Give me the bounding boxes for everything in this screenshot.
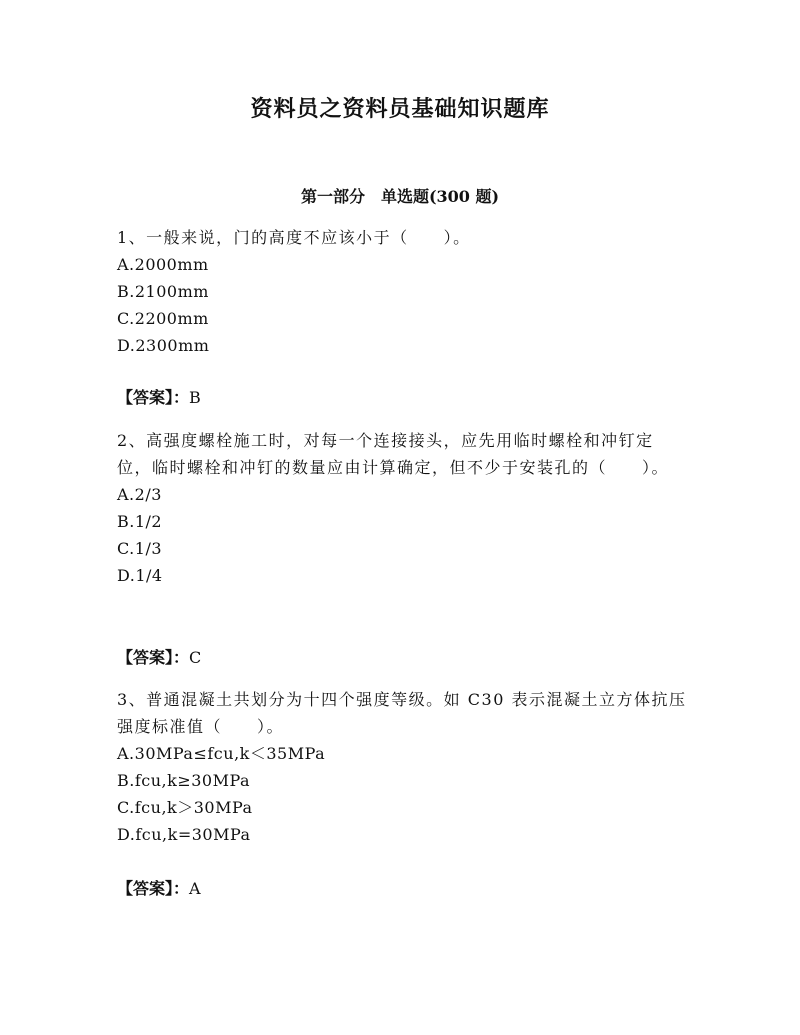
option-b: B.2100mm [117,282,209,301]
option-b: B.1/2 [117,512,163,531]
option-a: A.30MPa≤fcu,k＜35MPa [117,744,326,763]
answer-value: C [189,648,202,667]
answer-label: 【答案】： [117,388,190,407]
question-2 [117,427,687,589]
option-b: B.fcu,k≥30MPa [117,771,251,790]
answer-1 [117,386,201,410]
question-stem: 3、普通混凝土共划分为十四个强度等级。如 C30 表示混凝土立方体抗压强度标准值（ ）。 [117,690,687,736]
answer-2 [117,646,201,670]
question-1 [117,224,687,359]
answer-value: B [189,388,201,407]
option-d: D.fcu,k=30MPa [117,825,251,844]
answer-3 [117,877,201,901]
option-c: C.1/3 [117,539,163,558]
option-c: C.fcu,k＞30MPa [117,798,253,817]
option-d: D.2300mm [117,336,210,355]
option-a: A.2/3 [117,485,162,504]
answer-label: 【答案】： [117,648,190,667]
question-stem: 2、高强度螺栓施工时，对每一个连接接头，应先用临时螺栓和冲钉定位，临时螺栓和冲钉的数量应由计算确定，但不少于安装孔的（ ）。 [117,431,670,477]
section-heading: 第一部分 单选题(300 题) [300,187,500,206]
option-a: A.2000mm [117,255,209,274]
option-d: D.1/4 [117,566,163,585]
answer-value: A [189,879,201,898]
option-c: C.2200mm [117,309,209,328]
question-3 [117,686,687,848]
question-stem: 1、一般来说，门的高度不应该小于（ ）。 [117,228,471,247]
document-title: 资料员之资料员基础知识题库 [250,96,550,122]
answer-label: 【答案】： [117,879,190,898]
